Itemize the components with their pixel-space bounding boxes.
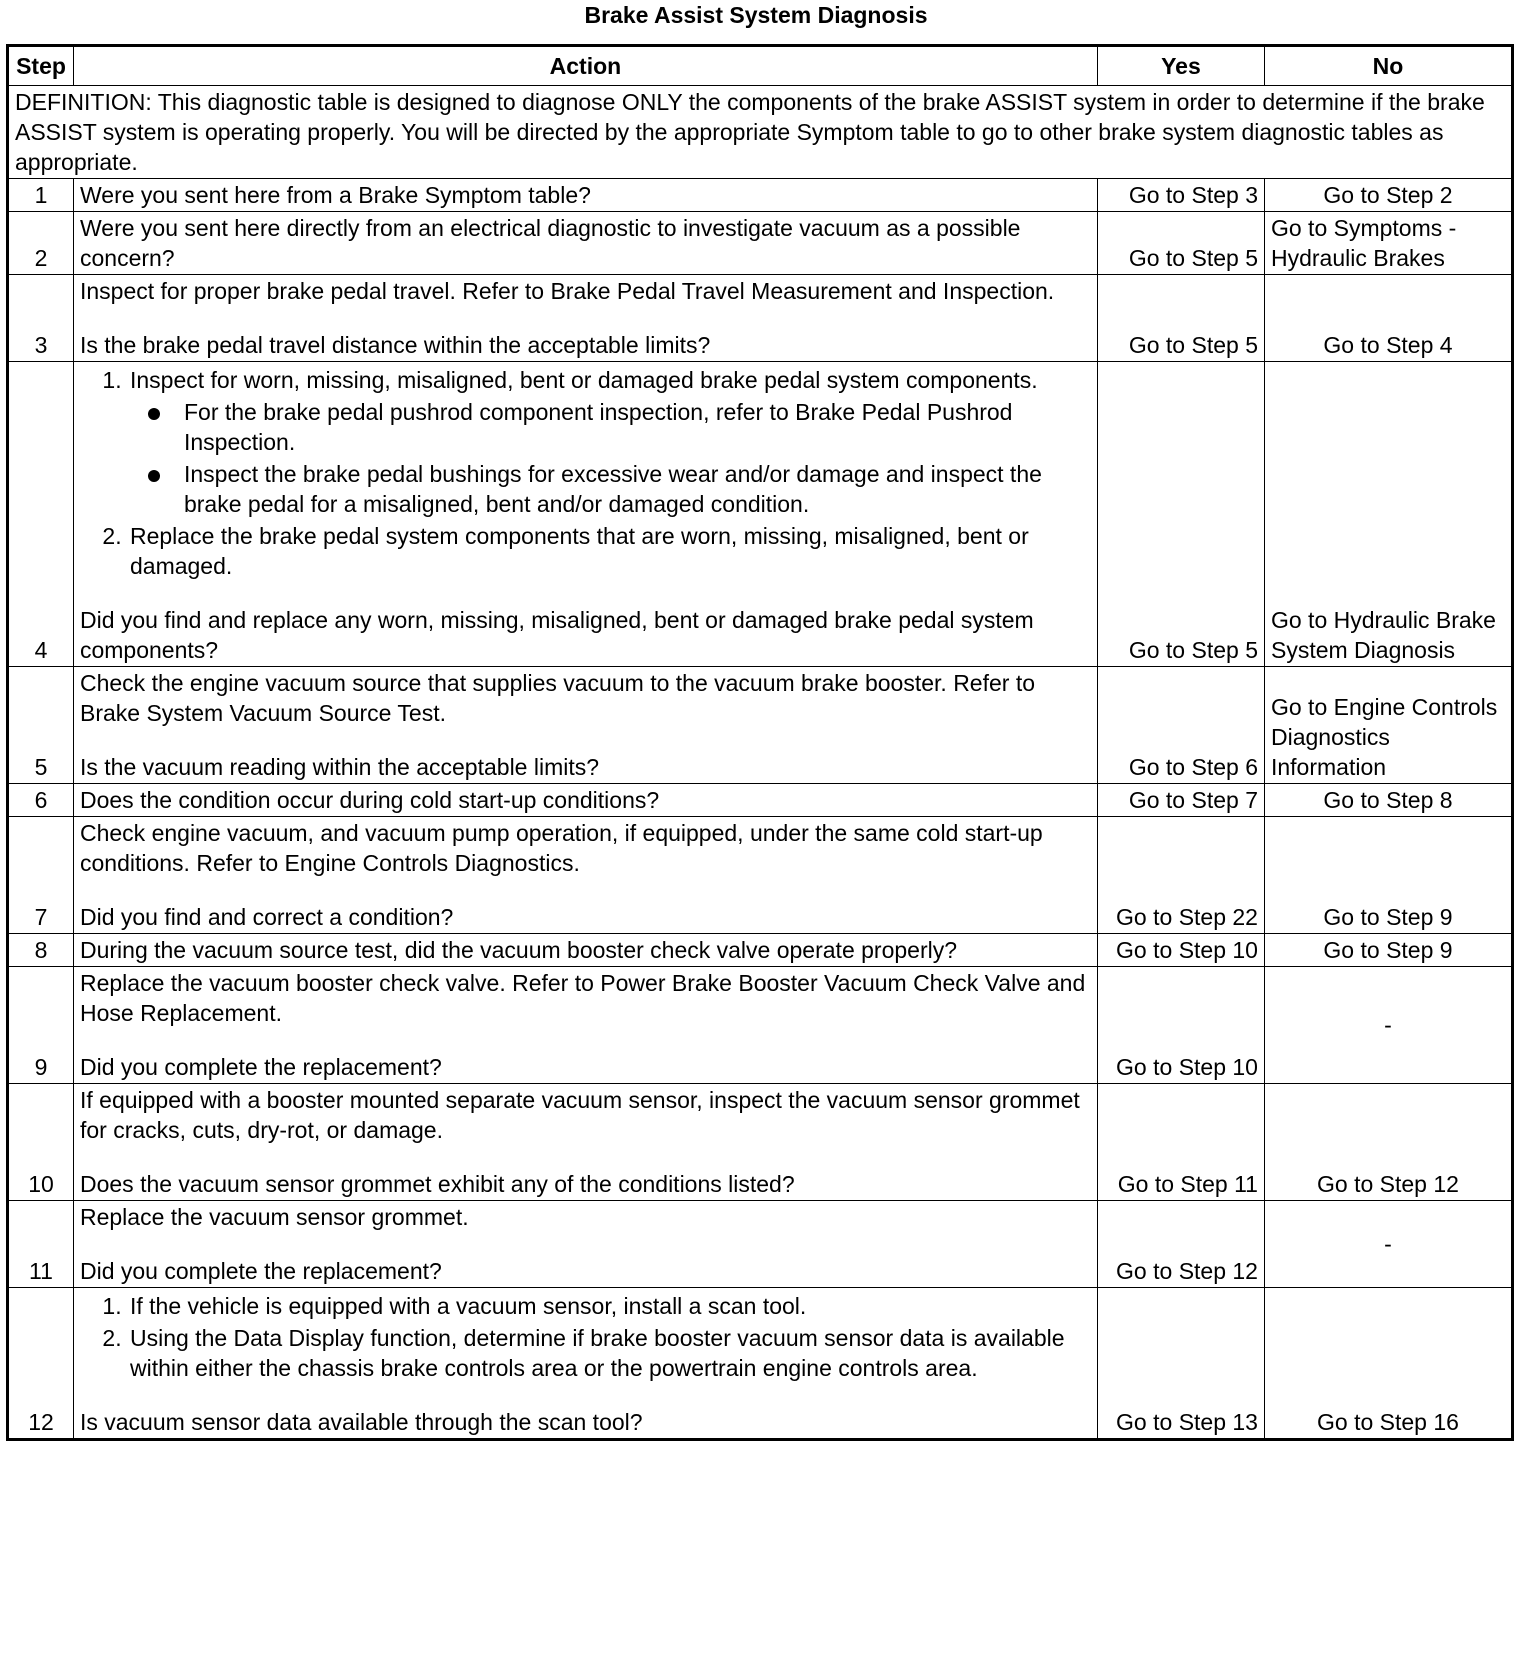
- list-item: 2. Replace the brake pedal system components that are worn, missing, misaligned, bent or damaged.: [128, 521, 1091, 581]
- action-cell: [73, 1201, 1097, 1288]
- no-link[interactable]: Go to Step 8: [1264, 784, 1512, 817]
- action-question: Did you complete the replacement?: [79, 1054, 442, 1080]
- action-step-text: Inspect for worn, missing, misaligned, bent or damaged brake pedal system components.: [129, 367, 1038, 393]
- no-value: -: [1264, 1201, 1512, 1288]
- table-row: [8, 362, 1513, 667]
- step-number: 3: [8, 275, 74, 362]
- yes-link[interactable]: Go to Step 13: [1097, 1288, 1264, 1440]
- no-link[interactable]: Go to Step 12: [1264, 1084, 1512, 1201]
- action-question: Did you complete the replacement?: [79, 1258, 442, 1284]
- step-number: 8: [8, 934, 74, 967]
- list-item: 1. If the vehicle is equipped with a vacuum sensor, install a scan tool.: [128, 1291, 1091, 1321]
- header-yes: Yes: [1097, 46, 1264, 86]
- action-text: If equipped with a booster mounted separate vacuum sensor, inspect the vacuum sensor grommet for cracks, cuts, dry-rot, or damage.: [79, 1087, 1080, 1143]
- table-row: [8, 967, 1513, 1084]
- table-row: [8, 784, 1513, 817]
- yes-link[interactable]: Go to Step 10: [1097, 934, 1264, 967]
- step-number: 12: [8, 1288, 74, 1440]
- action-question: During the vacuum source test, did the vacuum booster check valve operate properly?: [73, 934, 1097, 967]
- action-cell: [73, 1084, 1097, 1201]
- table-row: [8, 817, 1513, 934]
- action-steps: [80, 365, 1091, 581]
- no-value: -: [1264, 967, 1512, 1084]
- yes-link[interactable]: Go to Step 7: [1097, 784, 1264, 817]
- header-action: Action: [73, 46, 1097, 86]
- action-cell: [73, 275, 1097, 362]
- list-item: 2. Using the Data Display function, determine if brake booster vacuum sensor data is available within either the chassis brake controls area or the powertrain engine controls area.: [128, 1323, 1091, 1383]
- page-title: Brake Assist System Diagnosis: [584, 2, 928, 28]
- action-question: Does the vacuum sensor grommet exhibit any of the conditions listed?: [79, 1171, 795, 1197]
- action-question: Did you find and correct a condition?: [79, 904, 454, 930]
- action-question: Is the vacuum reading within the acceptable limits?: [79, 754, 600, 780]
- action-question: Is the brake pedal travel distance within the acceptable limits?: [79, 332, 711, 358]
- header-step: Step: [8, 46, 74, 86]
- action-cell: [73, 1288, 1097, 1440]
- yes-link[interactable]: Go to Step 5: [1097, 212, 1264, 275]
- no-link[interactable]: Go to Step 2: [1264, 179, 1512, 212]
- step-number: 2: [8, 212, 74, 275]
- action-cell: [73, 817, 1097, 934]
- list-item: For the brake pedal pushrod component inspection, refer to Brake Pedal Pushrod Inspection.: [182, 397, 1091, 457]
- step-number: 6: [8, 784, 74, 817]
- table-row: [8, 1201, 1513, 1288]
- action-text: Inspect for proper brake pedal travel. Refer to Brake Pedal Travel Measurement and Inspection.: [79, 278, 1055, 304]
- no-link[interactable]: Go to Step 4: [1264, 275, 1512, 362]
- header-no: No: [1264, 46, 1512, 86]
- step-number: 5: [8, 667, 74, 784]
- action-question: Did you find and replace any worn, missing, misaligned, bent or damaged brake pedal system components?: [79, 607, 1034, 663]
- action-question: Is vacuum sensor data available through the scan tool?: [79, 1409, 643, 1435]
- yes-link[interactable]: Go to Step 10: [1097, 967, 1264, 1084]
- action-question: Were you sent here directly from an electrical diagnostic to investigate vacuum as a possible concern?: [73, 212, 1097, 275]
- yes-link[interactable]: Go to Step 11: [1097, 1084, 1264, 1201]
- definition-row: [8, 86, 1513, 179]
- yes-link[interactable]: Go to Step 5: [1097, 362, 1264, 667]
- diagnosis-table: [6, 44, 1514, 1441]
- header-row: [8, 46, 1513, 86]
- action-question: Does the condition occur during cold start-up conditions?: [73, 784, 1097, 817]
- action-question: Were you sent here from a Brake Symptom table?: [73, 179, 1097, 212]
- yes-link[interactable]: Go to Step 22: [1097, 817, 1264, 934]
- table-row: [8, 1288, 1513, 1440]
- action-cell: [73, 667, 1097, 784]
- table-row: [8, 667, 1513, 784]
- action-text: Check the engine vacuum source that supplies vacuum to the vacuum brake booster. Refer to Brake System Vacuum Source Test.: [79, 670, 1036, 726]
- no-link[interactable]: Go to Step 9: [1264, 934, 1512, 967]
- no-link[interactable]: Go to Step 9: [1264, 817, 1512, 934]
- yes-link[interactable]: Go to Step 12: [1097, 1201, 1264, 1288]
- table-row: [8, 212, 1513, 275]
- yes-link[interactable]: Go to Step 3: [1097, 179, 1264, 212]
- list-item: [128, 365, 1091, 519]
- action-cell: [73, 967, 1097, 1084]
- table-row: [8, 934, 1513, 967]
- step-number: 1: [8, 179, 74, 212]
- list-item: Inspect the brake pedal bushings for excessive wear and/or damage and inspect the brake pedal for a misaligned, bent and/or damaged condition.: [182, 459, 1091, 519]
- no-link[interactable]: Go to Symptoms - Hydraulic Brakes: [1264, 212, 1512, 275]
- bullet-list: [130, 397, 1091, 519]
- step-number: 4: [8, 362, 74, 667]
- action-text: Replace the vacuum booster check valve. Refer to Power Brake Booster Vacuum Check Valve and Hose Replacement.: [79, 970, 1086, 1026]
- definition-text: DEFINITION: This diagnostic table is designed to diagnose ONLY the components of the brake ASSIST system in order to determine if the brake ASSIST system is operating properly. You will be directed by the appropriate Symptom table to go to other brake system diagnostic tables as appropriate.: [8, 86, 1513, 179]
- yes-link[interactable]: Go to Step 5: [1097, 275, 1264, 362]
- yes-link[interactable]: Go to Step 6: [1097, 667, 1264, 784]
- no-link[interactable]: Go to Hydraulic Brake System Diagnosis: [1264, 362, 1512, 667]
- action-text: Check engine vacuum, and vacuum pump operation, if equipped, under the same cold start-up conditions. Refer to Engine Controls Diagnostics.: [79, 820, 1043, 876]
- no-link[interactable]: Go to Engine Controls Diagnostics Information: [1264, 667, 1512, 784]
- step-number: 7: [8, 817, 74, 934]
- table-row: [8, 179, 1513, 212]
- step-number: 10: [8, 1084, 74, 1201]
- action-cell: [73, 362, 1097, 667]
- table-row: [8, 275, 1513, 362]
- no-link[interactable]: Go to Step 16: [1264, 1288, 1512, 1440]
- action-text: Replace the vacuum sensor grommet.: [79, 1204, 469, 1230]
- step-number: 11: [8, 1201, 74, 1288]
- step-number: 9: [8, 967, 74, 1084]
- action-steps: [80, 1291, 1091, 1383]
- table-row: [8, 1084, 1513, 1201]
